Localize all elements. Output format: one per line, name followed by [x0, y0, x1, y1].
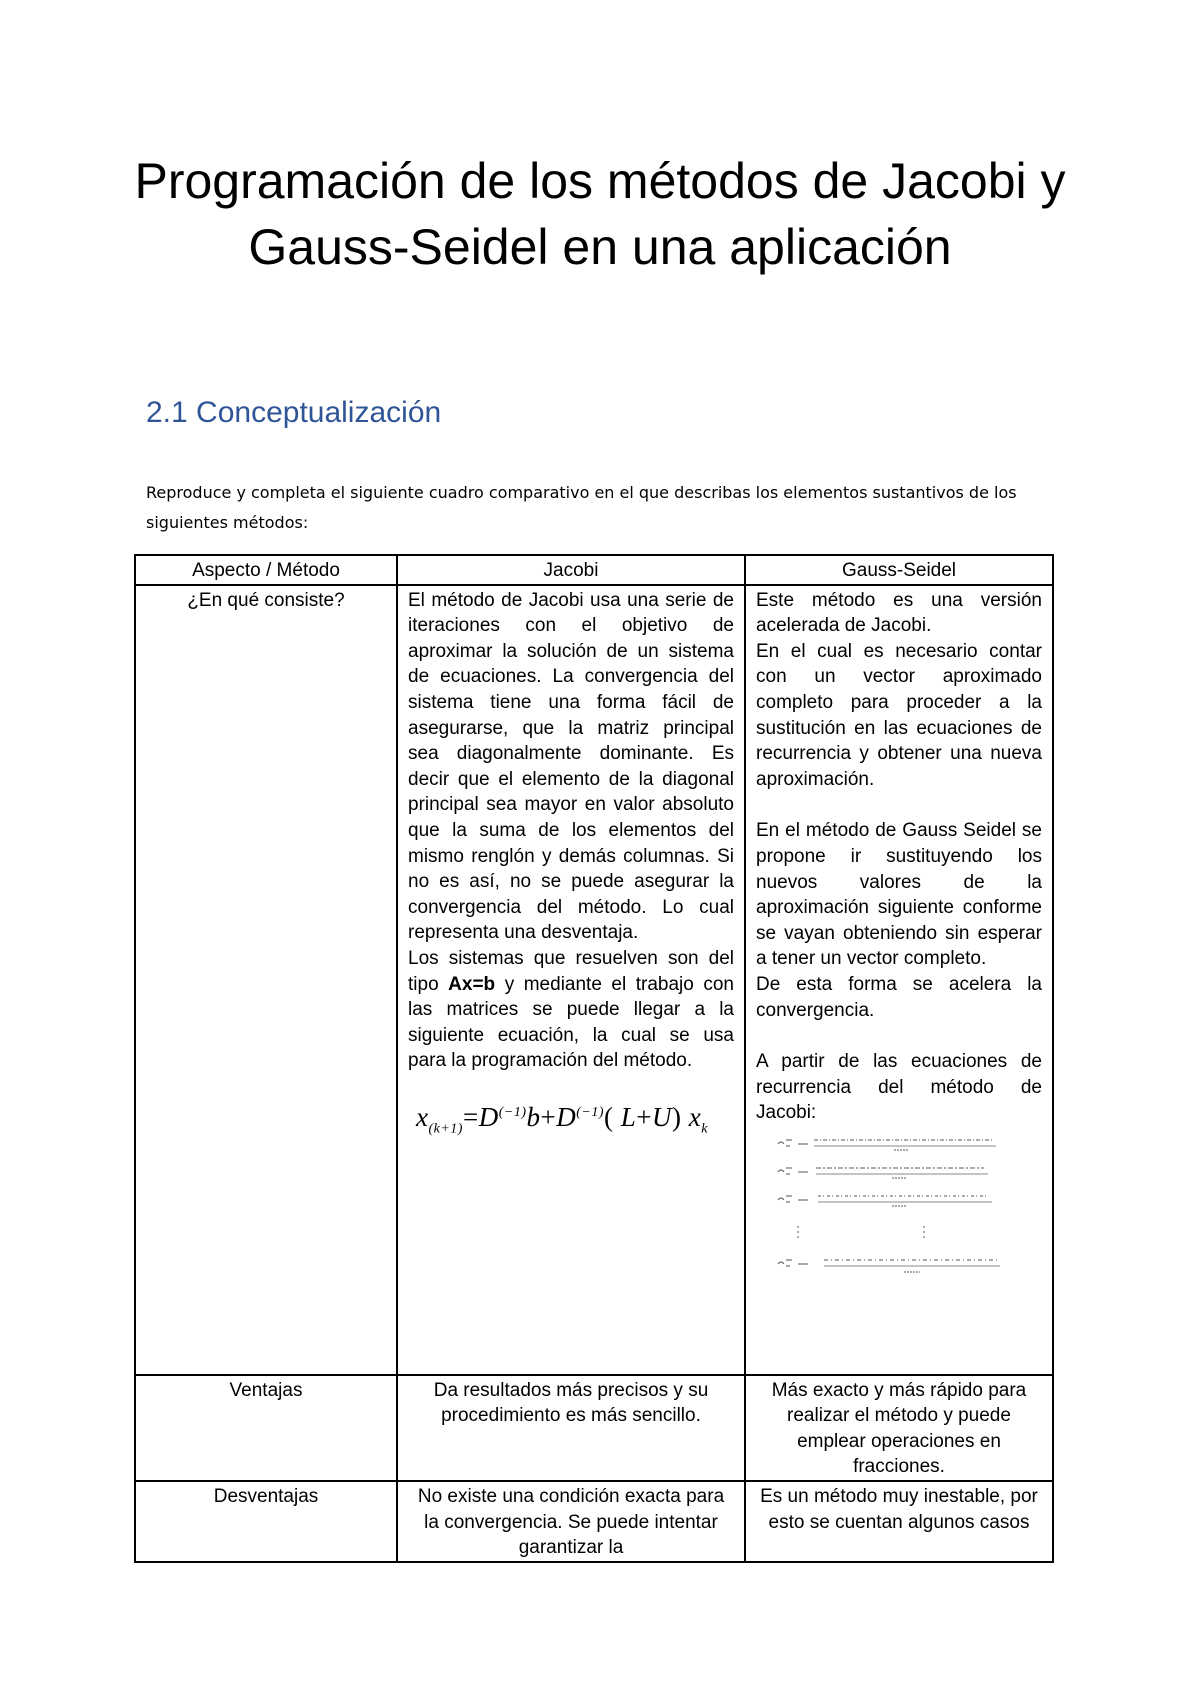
page-title: Programación de los métodos de Jacobi y Gauss-Seidel en una aplicación — [134, 153, 1066, 275]
table-row — [135, 1375, 1053, 1481]
jacobi-text: Los sistemas que resuelven son del tipo — [408, 947, 734, 995]
jacobi-paragraph-1: El método de Jacobi usa una serie de iteraciones con el objetivo de aproximar la solución de un sistema de ecuaciones. La convergencia del sistema tiene una forma fácil de asegurarse, que la matriz principal sea diagonalmente dominante. Es decir que el elemento de la diagonal principal sea mayor en valor absoluto que la suma de los elementos del mismo renglón y demás columnas. Si no es así, no se puede asegurar la convergencia del método. Lo cual representa una desventaja. — [408, 589, 734, 944]
section-heading: 2.1 Conceptualización — [146, 396, 442, 429]
header-jacobi: Jacobi — [397, 555, 745, 585]
gauss-seidel-cell — [745, 585, 1053, 1375]
gauss-paragraph-5: A partir de las ecuaciones de recurrencia del método de Jacobi: — [756, 1051, 1042, 1124]
gauss-paragraph-3: En el método de Gauss Seidel se propone ir sustituyendo los nuevos valores de la aproximación siguiente conforme se vayan obteniendo sin esperar a tener un vector completo. — [756, 820, 1042, 970]
jacobi-cell: Da resultados más precisos y su procedimiento es más sencillo. — [397, 1375, 745, 1481]
table-header-row — [135, 555, 1053, 585]
gauss-paragraph-2: En el cual es necesario contar con un vector aproximado completo para proceder a la sustitución en las ecuaciones de recurrencia y obtener una nueva aproximación. — [756, 640, 1042, 790]
equation-system-label: Ax=b — [448, 973, 496, 995]
header-aspect: Aspecto / Método — [135, 555, 397, 585]
instructions-paragraph: Reproduce y completa el siguiente cuadro comparativo en el que describas los elementos sustantivos de los siguientes métodos: — [146, 483, 1017, 532]
jacobi-cell: No existe una condición exacta para la convergencia. Se puede intentar garantizar la — [397, 1481, 745, 1562]
recurrence-equations-image — [774, 1134, 1004, 1284]
table-row — [135, 1481, 1053, 1562]
gauss-paragraph-1: Este método es una versión acelerada de Jacobi. — [756, 589, 1042, 637]
comparison-table — [134, 554, 1054, 1563]
gauss-seidel-cell: Más exacto y más rápido para realizar el método y puede emplear operaciones en fracciones. — [745, 1375, 1053, 1481]
jacobi-cell — [397, 585, 745, 1375]
header-gauss-seidel: Gauss-Seidel — [745, 555, 1053, 585]
jacobi-paragraph-2 — [408, 946, 734, 1074]
aspect-cell: ¿En qué consiste? — [135, 585, 397, 1375]
gauss-paragraph-4: De esta forma se acelera la convergencia. — [756, 973, 1042, 1021]
aspect-cell: Desventajas — [135, 1481, 397, 1562]
gauss-seidel-cell: Es un método muy inestable, por esto se cuentan algunos casos — [745, 1481, 1053, 1562]
jacobi-equation: $x_{(k+1)}=D^{(-1)}b+D^{(-1)}$( L+U) $x_k$ — [416, 1101, 708, 1137]
table-row — [135, 585, 1053, 1375]
jacobi-text: y mediante el trabajo con las matrices se puede llegar a la siguiente ecuación, la cual se usa para la programación del método. — [408, 973, 734, 1072]
aspect-cell: Ventajas — [135, 1375, 397, 1481]
